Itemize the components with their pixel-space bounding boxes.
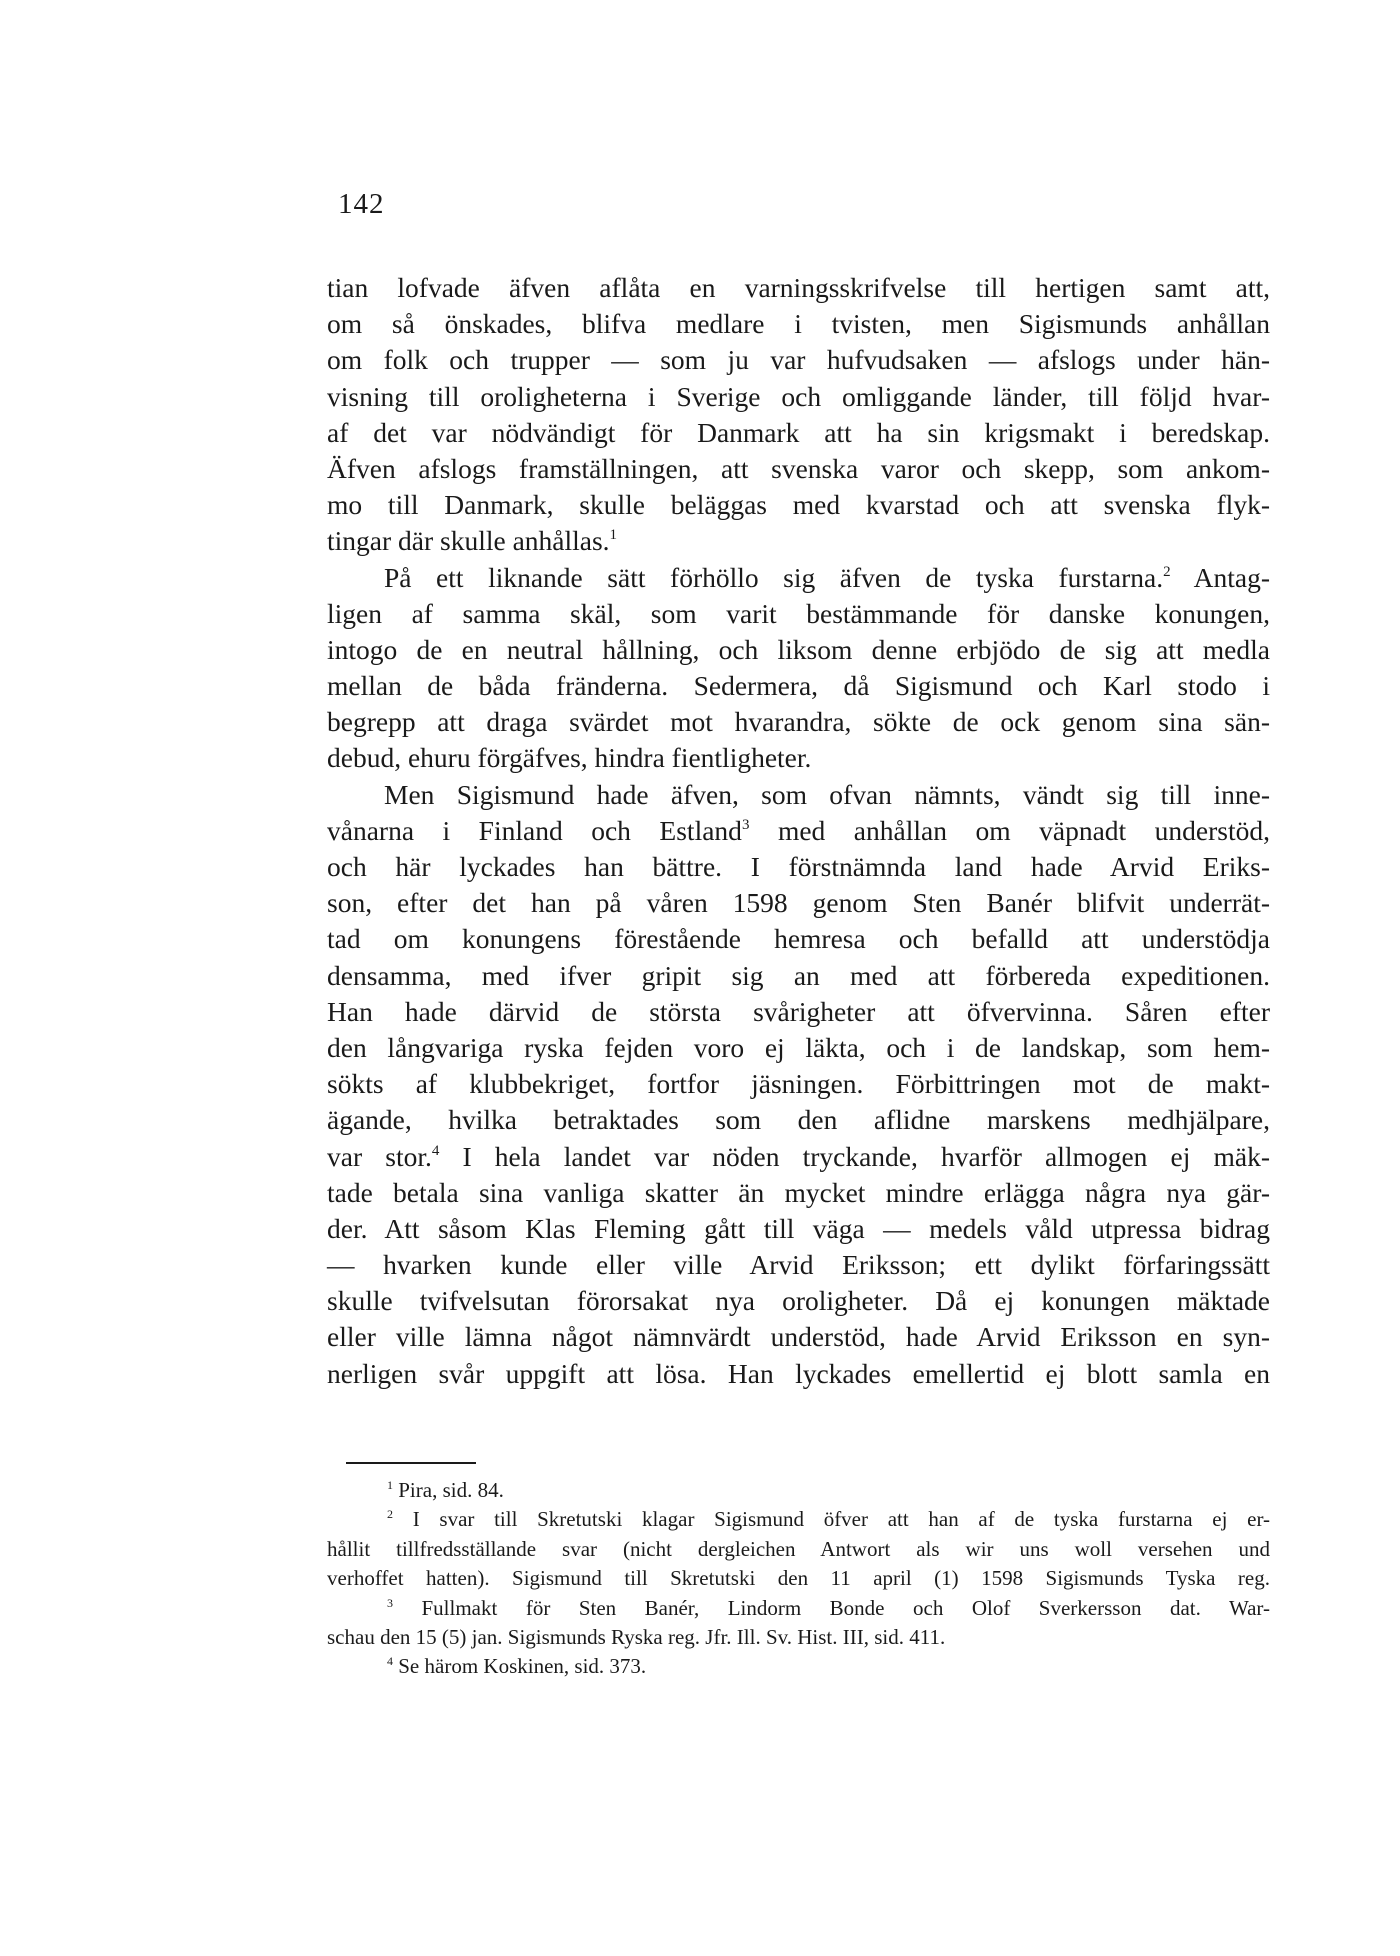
footnote-marker: 3 bbox=[387, 1595, 393, 1610]
footnote-ref: 1 bbox=[609, 527, 618, 544]
text-line: mo till Danmark, skulle beläggas med kvarstad och att svenska flyk- bbox=[327, 489, 1270, 521]
text-line: Äfven afslogs framställningen, att svenska varor och skepp, som ankom- bbox=[327, 452, 1270, 484]
footnote-line bbox=[327, 1594, 1270, 1623]
text-segment: tingar där skulle anhållas. bbox=[327, 525, 610, 557]
footnote-ref: 3 bbox=[741, 816, 750, 833]
text-line: — hvarken kunde eller ville Arvid Eriksson; ett dylikt förfaringssätt bbox=[327, 1249, 1270, 1281]
text-segment: vånarna i Finland och Estland bbox=[327, 814, 742, 846]
page-number: 142 bbox=[338, 188, 385, 220]
text-line: den långvariga ryska fejden voro ej läkta, och i de landskap, som hem- bbox=[327, 1031, 1270, 1063]
text-line: tad om konungens förestående hemresa och befalld att understödja bbox=[327, 923, 1270, 955]
footnote-divider bbox=[346, 1462, 476, 1464]
text-line: eller ville lämna något nämnvärdt understöd, hade Arvid Eriksson en syn- bbox=[327, 1321, 1270, 1353]
text-line: ägande, hvilka betraktades som den aflidne marskens medhjälpare, bbox=[327, 1104, 1270, 1136]
footnote-ref: 2 bbox=[1163, 563, 1171, 580]
text-segment: med anhållan om väpnadt understöd, bbox=[749, 814, 1270, 846]
body-text bbox=[327, 270, 1270, 1392]
text-line: och här lyckades han bättre. I förstnämnda land hade Arvid Eriks- bbox=[327, 851, 1270, 882]
text-line bbox=[327, 560, 1270, 596]
text-line bbox=[327, 523, 1270, 559]
footnote-text: Pira, sid. 84. bbox=[398, 1478, 504, 1502]
text-line: begrepp att draga svärdet mot hvarandra, sökte de ock genom sina sän- bbox=[327, 706, 1270, 738]
footnote-text: I svar till Skretutski klagar Sigismund öfver att han af de tyska furstarna ej er- bbox=[412, 1507, 1271, 1532]
footnote-marker: 1 bbox=[387, 1478, 393, 1492]
footnote-marker: 2 bbox=[387, 1507, 393, 1522]
text-line: ligen af samma skäl, som varit bestämmande för danske konungen, bbox=[327, 597, 1270, 629]
text-line bbox=[327, 813, 1270, 849]
footnote-line bbox=[327, 1476, 1270, 1505]
footnote-line: verhoffet hatten). Sigismund till Skretutski den 11 april (1) 1598 Sigismunds Tyska reg. bbox=[327, 1566, 1270, 1591]
text-segment: I hela landet var nöden tryckande, hvarför allmogen ej mäk- bbox=[439, 1140, 1270, 1172]
text-line: debud, ehuru förgäfves, hindra fientligheter. bbox=[327, 742, 812, 774]
text-line: om folk och trupper — som ju var hufvudsaken — afslogs under hän- bbox=[327, 344, 1270, 376]
footnote-line: hållit tillfredsställande svar (nicht dergleichen Antwort als wir uns woll versehen und bbox=[327, 1536, 1270, 1561]
footnote-ref: 4 bbox=[431, 1142, 440, 1159]
text-line: af det var nödvändigt för Danmark att ha sin krigsmakt i beredskap. bbox=[327, 416, 1270, 448]
footnote-line: schau den 15 (5) jan. Sigismunds Ryska reg. Jfr. Ill. Sv. Hist. III, sid. 411. bbox=[327, 1624, 946, 1649]
footnotes bbox=[327, 1476, 1270, 1682]
text-segment: På ett liknande sätt förhöllo sig äfven de tyska furstarna. bbox=[384, 561, 1164, 593]
text-line: om så önskades, blifva medlare i tvisten, men Sigismunds anhållan bbox=[327, 308, 1270, 340]
footnote-marker: 4 bbox=[387, 1654, 393, 1669]
text-line: densamma, med ifver gripit sig an med att förbereda expeditionen. bbox=[327, 959, 1270, 991]
text-line: Han hade därvid de största svårigheter att öfvervinna. Såren efter bbox=[327, 995, 1270, 1027]
text-line: tade betala sina vanliga skatter än mycket mindre erlägga några nya gär- bbox=[327, 1176, 1270, 1208]
footnote-text: Fullmakt för Sten Banér, Lindorm Bonde och Olof Sverkersson dat. War- bbox=[421, 1595, 1271, 1620]
footnote-line bbox=[327, 1652, 1270, 1681]
text-segment: var stor. bbox=[327, 1140, 432, 1172]
text-line: nerligen svår uppgift att lösa. Han lyckades emellertid ej blott samla en bbox=[327, 1357, 1270, 1389]
text-line: tian lofvade äfven aflåta en varningsskrifvelse till hertigen samt att, bbox=[327, 272, 1270, 303]
text-line: visning till oroligheterna i Sverige och omliggande länder, till följd hvar- bbox=[327, 380, 1270, 412]
text-line: son, efter det han på våren 1598 genom Sten Banér blifvit underrät- bbox=[327, 887, 1270, 919]
text-line: Men Sigismund hade äfven, som ofvan nämnts, vändt sig till inne- bbox=[384, 778, 1270, 810]
text-line: der. Att såsom Klas Fleming gått till väga — medels våld utpressa bidrag bbox=[327, 1212, 1270, 1244]
text-line: mellan de båda fränderna. Sedermera, då Sigismund och Karl stodo i bbox=[327, 670, 1270, 702]
text-line: skulle tvifvelsutan förorsakat nya oroligheter. Då ej konungen mäktade bbox=[327, 1285, 1270, 1317]
footnote-text: Se härom Koskinen, sid. 373. bbox=[398, 1654, 647, 1679]
text-line: sökts af klubbekriget, fortfor jäsningen. Förbittringen mot de makt- bbox=[327, 1068, 1270, 1100]
text-line bbox=[327, 1139, 1270, 1175]
text-line: intogo de en neutral hållning, och liksom denne erbjödo de sig att medla bbox=[327, 633, 1270, 665]
text-segment: Antag- bbox=[1170, 561, 1270, 593]
footnote-line bbox=[327, 1505, 1270, 1534]
